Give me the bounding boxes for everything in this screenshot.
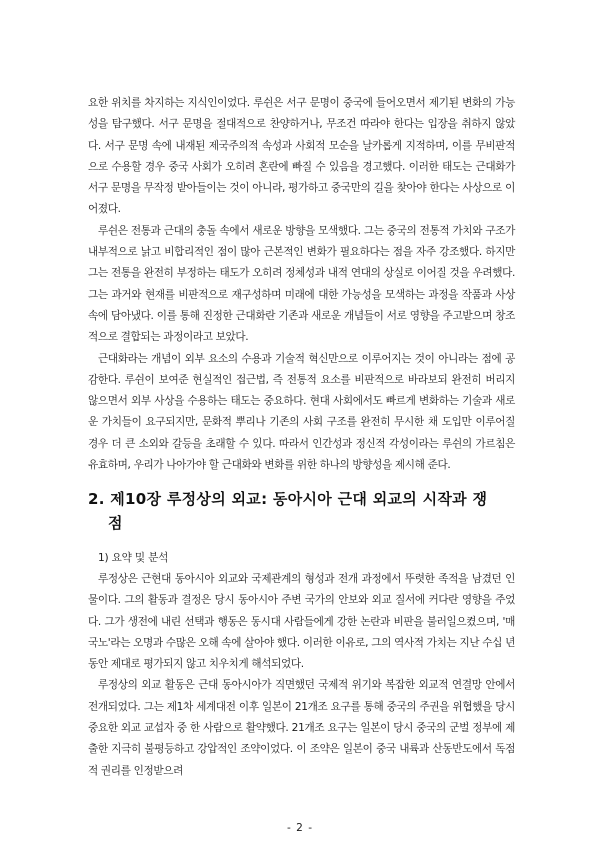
paragraph: 근대화라는 개념이 외부 요소의 수용과 기술적 혁신만으로 이루어지는 것이 아니라는 점에 공감한다. 루쉰이 보여준 현실적인 접근법, 즉 전통적 요소를 비판적으로 바라보되 완전히 버리지 않으면서 외부 사상을 수용하는 태도는 중요하다. 현대 사회에서도 빠르게 변화하는 기술과 새로운 가치들이 요구되지만, 문화적 뿌리나 기존의 사회 구조를 완전히 무시한 채 도입만 이루어질 경우 더 큰 소외와 갈등을 초래할 수 있다. 따라서 인간성과 정신적 각성이라는 루쉰의 가르침은 유효하며, 우리가 나아가야 할 근대화와 변화를 위한 하나의 방향성을 제시해 준다. bbox=[88, 352, 515, 472]
section-heading-line-1: 2. 제10장 루정상의 외교: 동아시아 근대 외교의 시작과 쟁 bbox=[88, 490, 488, 508]
section-heading bbox=[88, 487, 520, 535]
page-number: - 2 - bbox=[286, 822, 314, 834]
paragraph: 루쉰은 전통과 근대의 충돌 속에서 새로운 방향을 모색했다. 그는 중국의 전통적 가치와 구조가 내부적으로 낡고 비합리적인 점이 많아 근본적인 변화가 필요하다는 점을 자주 강조했다. 하지만 그는 전통을 완전히 부정하는 태도가 오히려 정체성과 내적 연대의 상실로 이어질 것을 우려했다. 그는 과거와 현재를 비판적으로 재구성하며 미래에 대한 가능성을 모색하는 과정을 작품과 사상 속에 담아냈다. 이를 통해 진정한 근대화란 기존과 새로운 개념들이 서로 영향을 주고받으며 창조적으로 결합되는 과정이라고 보았다. bbox=[88, 224, 515, 344]
body-text-block-2 bbox=[88, 569, 515, 782]
subsection-heading: 1) 요약 및 분석 bbox=[98, 552, 169, 564]
section-heading-line-2: 점 bbox=[108, 514, 123, 532]
paragraph: 요한 위치를 차지하는 지식인이었다. 루쉰은 서구 문명이 중국에 들어오면서 제기된 변화의 가능성을 탐구했다. 서구 문명을 절대적으로 찬양하거나, 무조건 따라야 한다는 입장을 취하지 않았다. 서구 문명 속에 내재된 제국주의적 속성과 사회적 모순을 날카롭게 지적하며, 이를 무비판적으로 수용할 경우 중국 사회가 오히려 혼란에 빠질 수 있음을 경고했다. 이러한 태도는 근대화가 서구 문명을 무작정 받아들이는 것이 아니라, 평가하고 중국만의 길을 찾아야 한다는 사상으로 이어졌다. bbox=[88, 97, 515, 216]
body-text-block-1 bbox=[88, 93, 515, 476]
paragraph: 루정상의 외교 활동은 근대 동아시아가 직면했던 국제적 위기와 복잡한 외교적 연결망 안에서 전개되었다. 그는 제1차 세계대전 이후 일본이 21개조 요구를 통해 중국의 주권을 위협했을 당시 중요한 외교 교섭자 중 한 사람으로 활약했다. 21개조 요구는 일본이 당시 중국의 군벌 정부에 제출한 지극히 불평등하고 강압적인 조약이었다. 이 조약은 일본이 중국 내륙과 산동반도에서 독점적 권리를 인정받으려 bbox=[88, 679, 515, 777]
paragraph: 루정상은 근현대 동아시아 외교와 국제관계의 형성과 전개 과정에서 뚜렷한 족적을 남겼던 인물이다. 그의 활동과 결정은 당시 동아시아 주변 국가의 안보와 외교 질서에 커다란 영향을 주었다. 그가 생전에 내린 선택과 행동은 동시대 사람들에게 강한 논란과 비판을 불러일으켰으며, '매국노'라는 오명과 수많은 오해 속에 살아야 했다. 이러한 이유로, 그의 역사적 가치는 지난 수십 년 동안 제대로 평가되지 않고 치우치게 해석되었다. bbox=[88, 573, 515, 671]
